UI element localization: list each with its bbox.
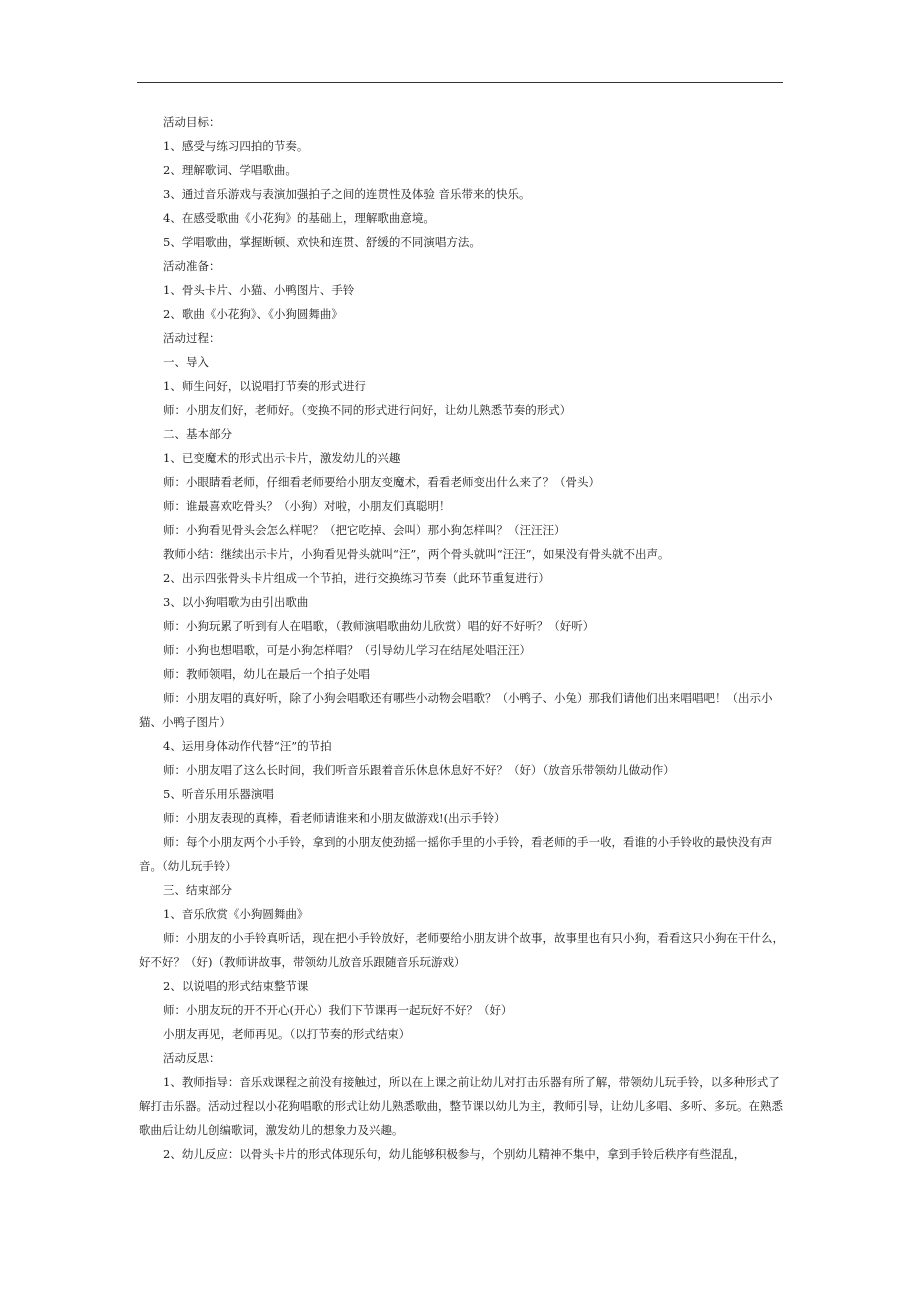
text-line: 3、以小狗唱歌为由引出歌曲 (163, 595, 309, 609)
text-line: 师：小朋友玩的开不开心(开心）我们下节课再一起玩好不好？（好） (163, 1003, 513, 1017)
header-rule (137, 82, 783, 83)
text-line: 1、已变魔术的形式出示卡片，激发幼儿的兴趣 (163, 451, 401, 465)
text-line: 教师小结：继续出示卡片，小狗看见骨头就叫“汪”，两个骨头就叫“汪汪”，如果没有骨头就不出声。 (163, 547, 670, 561)
text-line: 2、以说唱的形式结束整节课 (163, 979, 309, 993)
section-heading-process: 活动过程： (163, 331, 221, 345)
text-line: 1、师生问好，以说唱打节奏的形式进行 (163, 379, 366, 393)
section-heading-ending: 三、结束部分 (163, 883, 232, 897)
text-line: 小朋友再见，老师再见。（以打节奏的形式结束） (163, 1027, 411, 1041)
document-body (139, 110, 785, 1166)
section-heading-preparation: 活动准备： (163, 259, 221, 273)
text-line: 5、学唱歌曲，掌握断顿、欢快和连贯、舒缓的不同演唱方法。 (163, 235, 481, 249)
text-line: 师：小朋友们好，老师好。（变换不同的形式进行问好，让幼儿熟悉节奏的形式） (163, 403, 572, 417)
text-line: 4、运用身体动作代替“汪”的节拍 (163, 739, 332, 753)
text-line: 1、感受与练习四拍的节奏。 (163, 139, 309, 153)
text-line: 3、通过音乐游戏与表演加强拍子之间的连贯性及体验 音乐带来的快乐。 (163, 187, 531, 201)
text-line: 4、在感受歌曲《小花狗》的基础上，理解歌曲意境。 (163, 211, 435, 225)
text-line: 二、基本部分 (163, 427, 232, 441)
section-heading-reflection: 活动反思： (163, 1051, 221, 1065)
text-line: 5、听音乐用乐器演唱 (163, 787, 274, 801)
text-paragraph: 师：每个小朋友两个小手铃，拿到的小朋友使劲摇一摇你手里的小手铃，看老师的手一收，看谁的小手铃收的最快没有声音。（幼儿玩手铃） (139, 835, 773, 873)
text-line: 一、导入 (163, 355, 209, 369)
text-line: 1、音乐欣赏《小狗圆舞曲》 (163, 907, 309, 921)
text-line: 师：小狗也想唱歌，可是小狗怎样唱？（引导幼儿学习在结尾处唱汪汪） (163, 643, 531, 657)
text-line: 师：小狗看见骨头会怎么样呢？（把它吃掉、会叫）那小狗怎样叫？（汪汪汪） (163, 523, 566, 537)
text-paragraph: 2、幼儿反应：以骨头卡片的形式体现乐句，幼儿能够积极参与，个别幼儿精神不集中，拿到手铃后秩序有些混乱， (163, 1147, 746, 1161)
section-heading-goals: 活动目标： (163, 115, 221, 129)
text-paragraph: 师：小朋友的小手铃真听话，现在把小手铃放好，老师要给小朋友讲个故事，故事里也有只小狗，看看这只小狗在干什么，好不好？（好)（教师讲故事，带领幼儿放音乐跟随音乐玩游戏） (139, 931, 784, 969)
text-line: 师：小狗玩累了听到有人在唱歌，（教师演唱歌曲幼儿欣赏）唱的好不好听？（好听） (163, 619, 595, 633)
text-line: 师：小朋友表现的真棒，看老师请谁来和小朋友做游戏!(出示手铃） (163, 811, 506, 825)
text-line: 2、理解歌词、学唱歌曲。 (163, 163, 297, 177)
text-paragraph: 师：小朋友唱的真好听，除了小狗会唱歌还有哪些小动物会唱歌？（小鸭子、小兔）那我们请他们出来唱唱吧！（出示小猫、小鸭子图片） (139, 691, 773, 729)
text-line: 2、歌曲《小花狗》、《小狗圆舞曲》 (163, 307, 343, 321)
text-line: 2、出示四张骨头卡片组成一个节拍，进行交换练习节奏（此环节重复进行） (163, 571, 550, 585)
text-line: 师：小朋友唱了这么长时间，我们听音乐跟着音乐休息休息好不好？（好）（放音乐带领幼儿做动作） (163, 763, 675, 777)
text-line: 师：小眼睛看老师，仔细看老师要给小朋友变魔术，看看老师变出什么来了？（骨头） (163, 475, 600, 489)
text-line: 师：教师领唱，幼儿在最后一个拍子处唱 (163, 667, 370, 681)
text-line: 师：谁最喜欢吃骨头？（小狗）对啦，小朋友们真聪明！ (163, 499, 451, 513)
text-line: 1、骨头卡片、小猫、小鸭图片、手铃 (163, 283, 355, 297)
text-paragraph: 1、教师指导：音乐戏课程之前没有接触过，所以在上课之前让幼儿对打击乐器有所了解，带领幼儿玩手铃，以多种形式了解打击乐器。活动过程以小花狗唱歌的形式让幼儿熟悉歌曲，整节课以幼儿为主，教师引导，让幼儿多唱、多听、多玩。在熟悉歌曲后让幼儿创编歌词，激发幼儿的想象力及兴趣。 (139, 1075, 783, 1137)
